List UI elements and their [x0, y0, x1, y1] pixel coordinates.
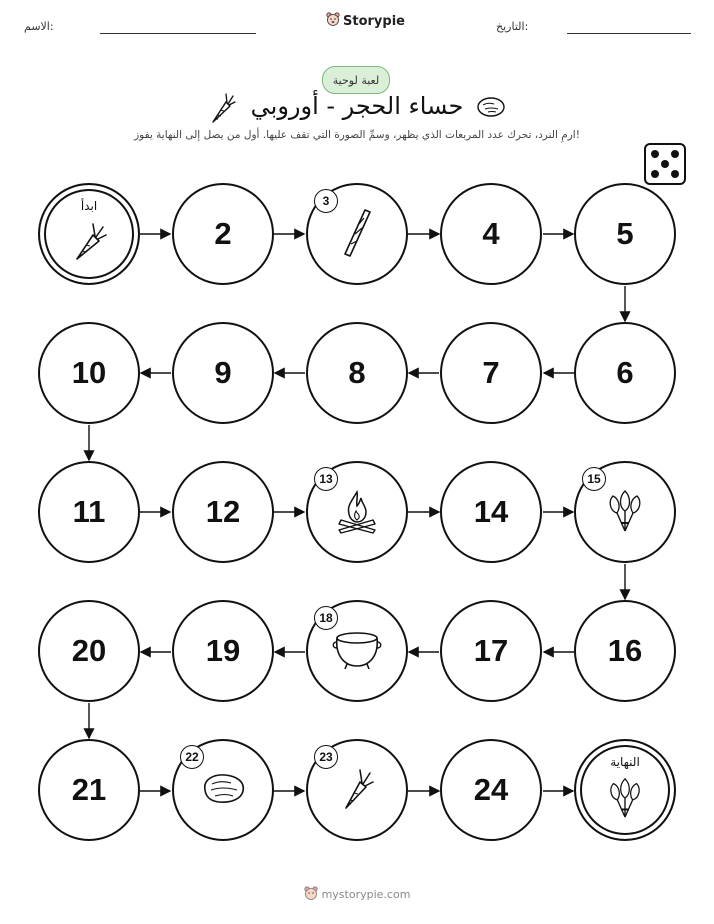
cell-number: 9 [214, 355, 232, 390]
board-cell-5 [574, 183, 676, 285]
carrot-icon [71, 221, 107, 265]
cell-number: 5 [616, 216, 634, 251]
finish-label: النهاية [610, 755, 640, 769]
board-cell-20 [38, 600, 140, 702]
cell-number: 14 [473, 494, 509, 529]
date-label: التاريخ: [496, 20, 529, 33]
stick-icon [337, 206, 377, 262]
storypie-logo-icon [304, 886, 318, 903]
cell-number: 24 [473, 772, 509, 807]
board-cell-12 [172, 461, 274, 563]
cell-number: 12 [205, 494, 241, 529]
brand-name: Storypie [343, 13, 405, 29]
cell-number-tag: 22 [180, 745, 204, 769]
footer-url[interactable]: mystorypie.com [321, 888, 411, 901]
board-cell-19 [172, 600, 274, 702]
cell-number: 8 [348, 355, 366, 390]
board-cell-2 [172, 183, 274, 285]
cell-number: 6 [616, 355, 634, 390]
cell-number: 2 [214, 216, 232, 251]
cell-number: 21 [71, 772, 107, 807]
board-cell-23 [306, 739, 408, 841]
board-cell-7 [440, 322, 542, 424]
board-game-badge: لعبة لوحية [322, 66, 390, 94]
board-cell-9 [172, 322, 274, 424]
cell-number-tag: 18 [314, 606, 338, 630]
footer [0, 886, 714, 903]
cell-number-tag: 23 [314, 745, 338, 769]
stone-icon [199, 770, 247, 810]
herbs-icon [605, 487, 645, 537]
board-cell-16 [574, 600, 676, 702]
board-cell-21 [38, 739, 140, 841]
herbs-icon [605, 775, 645, 823]
start-label: ابدأ [80, 199, 98, 213]
board-cell-8 [306, 322, 408, 424]
board-cell-15 [574, 461, 676, 563]
board-cell-10 [38, 322, 140, 424]
cell-number-tag: 15 [582, 467, 606, 491]
cauldron-icon [331, 628, 383, 674]
board-cell-14 [440, 461, 542, 563]
board-cell-18 [306, 600, 408, 702]
cell-number: 7 [482, 355, 500, 390]
board-cell-22 [172, 739, 274, 841]
board-cell-13 [306, 461, 408, 563]
board-cell-11 [38, 461, 140, 563]
board-cell-6 [574, 322, 676, 424]
cell-number: 16 [607, 633, 643, 668]
board-cell-finish [574, 739, 676, 841]
board-cell-4 [440, 183, 542, 285]
carrot-icon [339, 766, 375, 814]
name-label: الاسم: [24, 20, 54, 33]
cell-number-tag: 13 [314, 467, 338, 491]
campfire-icon [335, 486, 379, 538]
board-cell-3 [306, 183, 408, 285]
page-title: حساء الحجر - أوروبي [250, 92, 464, 120]
cell-number: 11 [72, 494, 106, 529]
cell-number: 10 [71, 355, 107, 390]
cell-number: 4 [482, 216, 500, 251]
board-cell-24 [440, 739, 542, 841]
cell-number-tag: 3 [314, 189, 338, 213]
cell-number: 19 [205, 633, 241, 668]
board-cell-start [38, 183, 140, 285]
board-cell-17 [440, 600, 542, 702]
instructions-text: ارمِ النرد، تحرك عدد المربعات الذي يظهر، وسمِّ الصورة التي تقف عليها. أول من يصل إلى النهاية يفوز! [134, 129, 580, 141]
cell-number: 17 [473, 633, 509, 668]
cell-number: 20 [71, 633, 107, 668]
